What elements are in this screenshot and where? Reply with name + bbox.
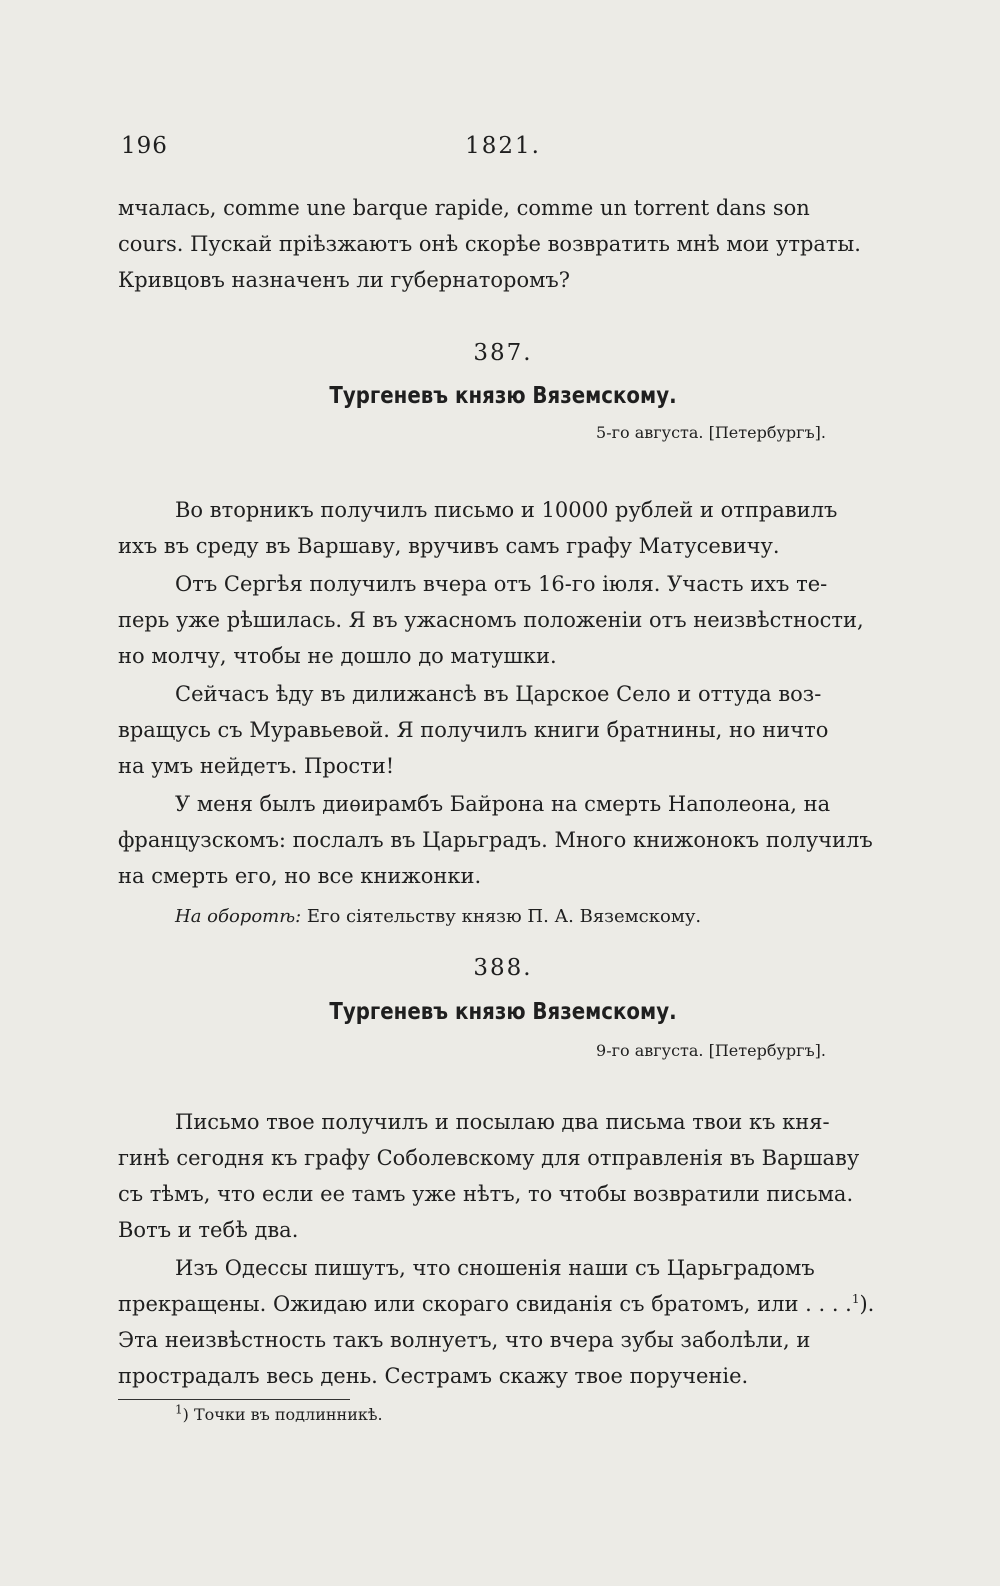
paragraph (118, 786, 888, 894)
page-number: 196 (121, 133, 168, 159)
letter-388 (118, 952, 888, 1068)
text-line: мчалась, comme une barque rapide, comme un torrent dans son (118, 196, 810, 220)
text-line: Изъ Одессы пишутъ, что сношенiя наши съ Царьградомъ (175, 1256, 815, 1280)
address-text: Его сiятельству князю П. А. Вяземскому. (306, 906, 702, 927)
paragraph (118, 566, 888, 674)
text-line: Отъ Сергѣя получилъ вчера отъ 16-го iюля. Участь ихъ те- (175, 572, 828, 596)
text-line: съ тѣмъ, что если ее тамъ уже нѣтъ, то чтобы возвратили письма. (118, 1182, 854, 1206)
text-line: Письмо твое получилъ и посылаю два письма твои къ кня- (175, 1110, 830, 1134)
running-head-year: 1821. (465, 133, 541, 159)
text-line: французскомъ: послалъ въ Царьградъ. Много книжонокъ получилъ (118, 828, 873, 852)
text-line: перь уже рѣшилась. Я въ ужасномъ положенiи отъ неизвѣстности, (118, 608, 864, 632)
text-line: на умъ нейдетъ. Прости! (118, 754, 395, 778)
text-line: на смерть его, но все книжонки. (118, 864, 482, 888)
letter-number: 388. (473, 955, 533, 981)
text-line: прекращены. Ожидаю или скораго свиданiя съ братомъ, или . . . . (118, 1292, 852, 1316)
text-line: cours. Пускай прiѣзжаютъ онѣ скорѣе возвратить мнѣ мои утраты. (118, 232, 861, 256)
text-line: но молчу, чтобы не дошло до матушки. (118, 644, 557, 668)
address-label: На оборотѣ: (175, 906, 302, 927)
paragraph (118, 492, 888, 564)
footnote-text: Точки въ подлинникѣ. (188, 1405, 383, 1424)
letter-date: 9-го августа. [Петербургъ]. (596, 1041, 826, 1060)
footnote-marker: 1 (175, 1402, 183, 1417)
text-line: прострадалъ весь день. Сестрамъ скажу твое порученiе. (118, 1364, 749, 1388)
text-line: Вотъ и тебѣ два. (118, 1218, 299, 1242)
footnote (175, 1402, 383, 1424)
text-line: Кривцовъ назначенъ ли губернаторомъ? (118, 268, 571, 292)
paragraph (118, 1104, 888, 1248)
footnote-paren: ) (182, 1405, 189, 1424)
text-line: вращусь съ Муравьевой. Я получилъ книги братнины, но ничто (118, 718, 829, 742)
text-line: Во вторникъ получилъ письмо и 10000 рублей и отправилъ (175, 498, 838, 522)
text-line: ихъ въ среду въ Варшаву, вручивъ самъ графу Матусевичу. (118, 534, 780, 558)
text-line: Сейчасъ ѣду въ дилижансѣ въ Царское Село и оттуда воз- (175, 682, 822, 706)
footnote-reference-tail: ). (859, 1292, 875, 1316)
footnote-reference[interactable]: 1 (851, 1292, 860, 1306)
letter-title: Тургеневъ князю Вяземскому. (329, 999, 677, 1025)
letter-387-body (118, 492, 888, 934)
letter-388-body (118, 1104, 888, 1394)
address-line (118, 900, 888, 934)
letter-387 (118, 338, 888, 452)
carryover-text (118, 190, 888, 298)
letter-title: Тургеневъ князю Вяземскому. (329, 383, 677, 409)
footnote-divider (118, 1399, 350, 1400)
text-line: гинѣ сегодня къ графу Соболевскому для отправленiя въ Варшаву (118, 1146, 860, 1170)
paragraph (118, 1250, 888, 1394)
paragraph (118, 676, 888, 784)
text-line: У меня былъ диѳирамбъ Байрона на смерть Наполеона, на (175, 792, 831, 816)
text-line: Эта неизвѣстность такъ волнуетъ, что вчера зубы заболѣли, и (118, 1328, 811, 1352)
running-head (121, 133, 885, 163)
letter-number: 387. (473, 340, 533, 366)
letter-date: 5-го августа. [Петербургъ]. (596, 423, 826, 442)
